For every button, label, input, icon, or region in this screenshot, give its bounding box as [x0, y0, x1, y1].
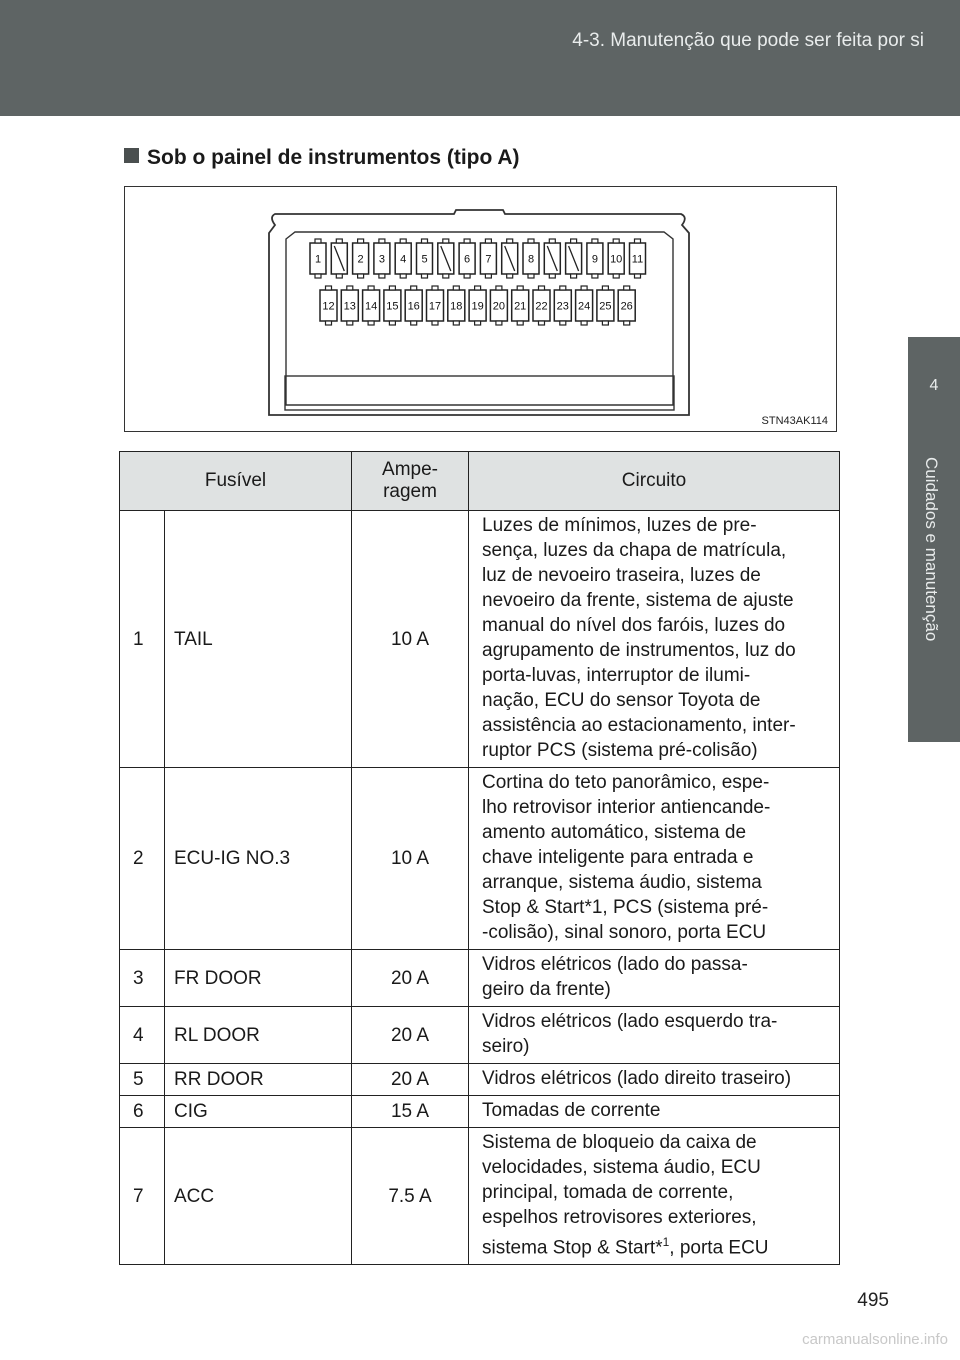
fuse-number: 5 — [120, 1064, 165, 1096]
fuse-slot-label: 7 — [485, 253, 492, 266]
fuse-amperage: 10 A — [352, 511, 469, 768]
fuse-slot-tab — [336, 274, 342, 278]
fuse-slot-tab — [411, 321, 417, 325]
fuse-slot-tab — [453, 286, 459, 290]
fuse-slot-tab — [379, 274, 385, 278]
table-row — [120, 511, 840, 768]
fuse-slot-label: 11 — [631, 253, 644, 266]
fuse-slot-tab — [592, 239, 598, 243]
circuit-line: nevoeiro da frente, sistema de ajuste — [482, 590, 794, 611]
circuit-line: porta-luvas, interruptor de ilumi- — [482, 665, 751, 686]
table-row — [120, 1007, 840, 1064]
circuit-line: velocidades, sistema áudio, ECU — [482, 1157, 761, 1178]
circuit-line: manual do nível dos faróis, luzes do — [482, 615, 786, 636]
fuse-slot-tab — [549, 239, 555, 243]
circuit-line: sistema Stop & Start* — [482, 1237, 663, 1259]
fuse-amperage: 15 A — [352, 1096, 469, 1128]
fuse-slot-tab — [336, 239, 342, 243]
fuse-name: RL DOOR — [165, 1007, 352, 1064]
fuse-slot-tab — [326, 286, 332, 290]
fuse-slot-label: 12 — [322, 300, 335, 313]
fuse-slot-label: 19 — [471, 300, 484, 313]
fuse-name: FR DOOR — [165, 950, 352, 1007]
fuse-slot-tab — [581, 321, 587, 325]
fuse-slot-tab — [422, 274, 428, 278]
fuse-slot-tab — [635, 239, 641, 243]
fuse-number: 7 — [120, 1128, 165, 1265]
fuse-slot-tab — [432, 321, 438, 325]
fuse-slot-label: 26 — [620, 300, 633, 313]
circuit-line: arranque, sistema áudio, sistema — [482, 872, 762, 893]
fuse-number: 4 — [120, 1007, 165, 1064]
fuse-slot-tab — [389, 321, 395, 325]
fuse-name: TAIL — [165, 511, 352, 768]
fuse-number: 6 — [120, 1096, 165, 1128]
table-row — [120, 950, 840, 1007]
fuse-slot-label: 4 — [400, 253, 407, 266]
footnote-marker: 1 — [662, 1235, 670, 1249]
fuse-slot-tab — [411, 286, 417, 290]
table-header-row — [120, 452, 840, 511]
fuse-slot-tab — [581, 286, 587, 290]
fuse-name: CIG — [165, 1096, 352, 1128]
fuse-slot-label: 22 — [535, 300, 548, 313]
fuse-circuit — [469, 1064, 840, 1096]
watermark: carmanualsonline.info — [802, 1331, 948, 1348]
fuse-box-drawing — [125, 187, 836, 431]
fuse-slot-label: 2 — [357, 253, 364, 266]
fuse-slot-tab — [507, 274, 513, 278]
fuse-slot-tab — [400, 239, 406, 243]
fuse-circuit — [469, 1128, 840, 1265]
fuse-slot-label: 20 — [492, 300, 506, 313]
circuit-line: nação, ECU do sensor Toyota de — [482, 690, 761, 711]
diagram-code: STN43AK114 — [761, 415, 828, 427]
fuse-slot-label: 5 — [421, 253, 428, 266]
fuse-number: 3 — [120, 950, 165, 1007]
header-band — [0, 0, 960, 116]
fuse-number: 1 — [120, 511, 165, 768]
fuse-slot-tab — [453, 321, 459, 325]
header-amperage — [352, 452, 469, 511]
fuse-slot-tab — [528, 274, 534, 278]
circuit-line: amento automático, sistema de — [482, 822, 747, 843]
fuse-slot-label: 9 — [591, 253, 598, 266]
section-heading — [124, 146, 520, 170]
section-heading-text: Sob o painel de instrumentos (tipo A) — [147, 146, 520, 169]
fuse-slot-tab — [358, 239, 364, 243]
fuse-slot-tab — [592, 274, 598, 278]
circuit-line: luz de nevoeiro traseira, luzes de — [482, 565, 761, 586]
chapter-label: Cuidados e manutenção — [922, 457, 941, 642]
circuit-line: chave inteligente para entrada e — [482, 847, 754, 868]
circuit-line: Vidros elétricos (lado do passa- — [482, 954, 748, 975]
square-bullet-icon — [124, 148, 139, 163]
fuse-slot-tab — [315, 239, 321, 243]
fuse-slot-tab — [517, 286, 523, 290]
fuse-slot-tab — [624, 321, 630, 325]
fuse-slot-tab — [464, 274, 470, 278]
table-row — [120, 768, 840, 950]
fuse-slot-label: 13 — [343, 300, 356, 313]
circuit-line: -colisão), sinal sonoro, porta ECU — [482, 922, 767, 943]
fuse-slot-tab — [539, 286, 545, 290]
fuse-slot-tab — [549, 274, 555, 278]
header-amperage-line1: Ampe- — [382, 459, 438, 480]
fuse-slot-label: 1 — [314, 253, 322, 266]
fuse-slot-tab — [389, 286, 395, 290]
circuit-line: seiro) — [482, 1036, 530, 1057]
fuse-circuit — [469, 511, 840, 768]
fuse-slot-tab — [485, 274, 491, 278]
fuse-amperage: 20 A — [352, 950, 469, 1007]
table-row — [120, 1096, 840, 1128]
fuse-slot-label: 23 — [556, 300, 569, 313]
fuse-slot-tab — [368, 286, 374, 290]
circuit-line: ruptor PCS (sistema pré-colisão) — [482, 740, 758, 761]
fuse-box-diagram — [124, 186, 837, 432]
circuit-line: Vidros elétricos (lado esquerdo tra- — [482, 1011, 778, 1032]
fuse-slot-tab — [464, 239, 470, 243]
fuse-circuit — [469, 768, 840, 950]
fuse-slot-tab — [315, 274, 321, 278]
circuit-line: sença, luzes da chapa de matrícula, — [482, 540, 787, 561]
fuse-slot-tab — [560, 286, 566, 290]
fuse-name: RR DOOR — [165, 1064, 352, 1096]
page-number: 495 — [857, 1290, 889, 1311]
circuit-line: agrupamento de instrumentos, luz do — [482, 640, 796, 661]
fuse-slot-label: 16 — [407, 300, 420, 313]
fuse-name: ACC — [165, 1128, 352, 1265]
fuse-slot-tab — [358, 274, 364, 278]
fuse-slot-tab — [528, 239, 534, 243]
circuit-line: assistência ao estacionamento, inter- — [482, 715, 796, 736]
fuse-slot-tab — [368, 321, 374, 325]
fuse-slot-tab — [539, 321, 545, 325]
chapter-side-tab — [908, 337, 960, 742]
fuse-slot-label: 25 — [599, 300, 612, 313]
header-circuit: Circuito — [469, 452, 840, 511]
fuse-slot-tab — [571, 239, 577, 243]
circuit-line: lho retrovisor interior antiencande- — [482, 797, 771, 818]
fuse-slot-label: 15 — [386, 300, 399, 313]
fuse-slot-label: 8 — [527, 253, 535, 266]
fuse-name: ECU-IG NO.3 — [165, 768, 352, 950]
header-fuse: Fusível — [120, 452, 352, 511]
fuse-slot-label: 17 — [428, 300, 442, 313]
header-amperage-line2: ragem — [383, 481, 437, 502]
circuit-line: principal, tomada de corrente, — [482, 1182, 734, 1203]
fuse-slot-tab — [517, 321, 523, 325]
fuse-slot-tab — [347, 286, 353, 290]
fuse-slot-tab — [613, 274, 619, 278]
fuse-row-bottom — [320, 286, 635, 325]
fuse-slot-tab — [422, 239, 428, 243]
circuit-line-suffix: , porta ECU — [669, 1237, 769, 1259]
fuse-slot-tab — [400, 274, 406, 278]
circuit-line: Cortina do teto panorâmico, espe- — [482, 772, 770, 793]
circuit-line: espelhos retrovisores exteriores, — [482, 1207, 757, 1228]
fuse-slot-tab — [507, 239, 513, 243]
fuse-slot-tab — [379, 239, 385, 243]
fuse-slot-label: 6 — [464, 253, 471, 266]
fuse-slot-tab — [560, 321, 566, 325]
fuse-slot-tab — [326, 321, 332, 325]
circuit-line: geiro da frente) — [482, 979, 611, 1000]
fuse-circuit — [469, 1096, 840, 1128]
circuit-line: Vidros elétricos (lado direito traseiro) — [482, 1068, 792, 1089]
fuse-slot-tab — [571, 274, 577, 278]
fuse-number: 2 — [120, 768, 165, 950]
fuse-amperage: 20 A — [352, 1007, 469, 1064]
chapter-title: 4-3. Manutenção que pode ser feita por si — [572, 30, 924, 51]
chapter-number: 4 — [929, 377, 939, 394]
fuse-amperage: 10 A — [352, 768, 469, 950]
fuse-slot-label: 18 — [450, 300, 463, 313]
fuse-slot-label: 24 — [577, 300, 591, 313]
circuit-line: Luzes de mínimos, luzes de pre- — [482, 515, 757, 536]
fuse-amperage: 7.5 A — [352, 1128, 469, 1265]
fuse-slot-label: 3 — [378, 253, 385, 266]
fuse-slot-tab — [496, 286, 502, 290]
fuse-slot-tab — [432, 286, 438, 290]
circuit-line: Stop & Start*1, PCS (sistema pré- — [482, 897, 769, 918]
fuse-slot-tab — [602, 286, 608, 290]
fuse-slot-tab — [624, 286, 630, 290]
table-row — [120, 1064, 840, 1096]
table-row — [120, 1128, 840, 1265]
fuse-slot-label: 21 — [514, 300, 527, 313]
fuse-slot-label: 14 — [364, 300, 378, 313]
fuse-slot-tab — [496, 321, 502, 325]
fuse-circuit — [469, 950, 840, 1007]
fuse-slot-tab — [443, 274, 449, 278]
circuit-line: Sistema de bloqueio da caixa de — [482, 1132, 757, 1153]
fuse-slot-tab — [443, 239, 449, 243]
fuse-slot-tab — [613, 239, 619, 243]
fuse-slot-tab — [485, 239, 491, 243]
fuse-slot-tab — [347, 321, 353, 325]
circuit-line: Tomadas de corrente — [482, 1100, 661, 1121]
fuse-slot-tab — [602, 321, 608, 325]
fuse-table — [119, 451, 840, 1265]
fuse-slot-tab — [635, 274, 641, 278]
fuse-circuit — [469, 1007, 840, 1064]
fuse-amperage: 20 A — [352, 1064, 469, 1096]
fuse-slot-tab — [475, 321, 481, 325]
fuse-slot-tab — [475, 286, 481, 290]
fuse-slot-label: 10 — [610, 253, 623, 266]
